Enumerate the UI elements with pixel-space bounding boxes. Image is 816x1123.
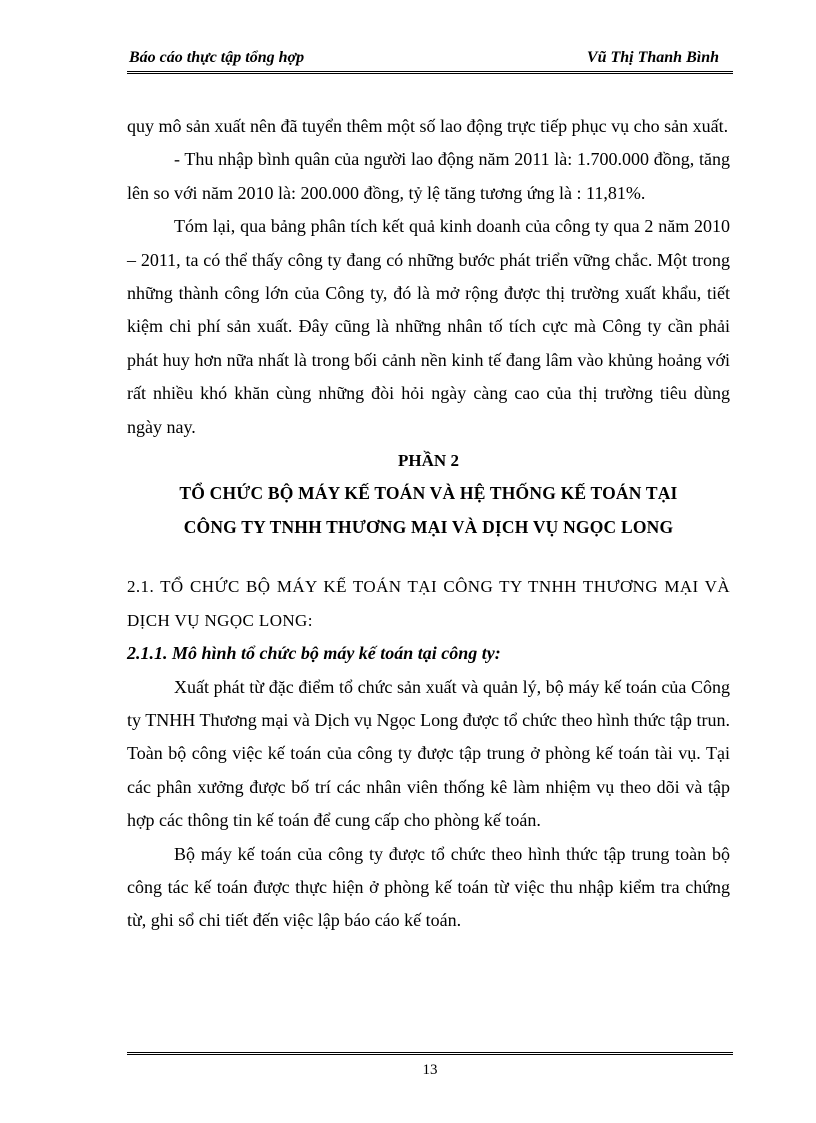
footer-divider <box>127 1052 733 1055</box>
paragraph-continuation: quy mô sản xuất nên đã tuyển thêm một số lao động trực tiếp phục vụ cho sản xuất. <box>127 116 729 136</box>
header-divider <box>127 71 733 74</box>
header-report-title: Báo cáo thực tập tổng hợp <box>129 49 305 66</box>
part-label: PHẦN 2 <box>398 451 459 471</box>
header-author-name: Vũ Thị Thanh Bình <box>586 49 719 66</box>
paragraph-income: - Thu nhập bình quân của người lao động năm 2011 là: 1.700.000 đồng, tăng lên so với năm 2010 là: 200.000 đồng, tỷ lệ tăng tương ứng là : 11,81%. <box>127 149 730 203</box>
part-title-line-1: TỔ CHỨC BỘ MÁY KẾ TOÁN VÀ HỆ THỐNG KẾ TOÁN TẠI <box>179 483 678 504</box>
part-title-line-2: CÔNG TY TNHH THƯƠNG MẠI VÀ DỊCH VỤ NGỌC LONG <box>183 516 674 537</box>
page-number: 13 <box>422 1062 438 1078</box>
paragraph-accounting-model: Xuất phát từ đặc điểm tổ chức sản xuất và quản lý, bộ máy kế toán của Công ty TNHH Thương mại và Dịch vụ Ngọc Long được tổ chức theo hình thức tập trun. Toàn bộ công việc kế toán của công ty được tập trung ở phòng kế toán tài vụ. Tại các phân xưởng được bố trí các nhân viên thống kê làm nhiệm vụ theo dõi và tập hợp các thông tin kế toán để cung cấp cho phòng kế toán. <box>127 676 730 831</box>
paragraph-summary: Tóm lại, qua bảng phân tích kết quả kinh doanh của công ty qua 2 năm 2010 – 2011, ta có thể thấy công ty đang có những bước phát triển vững chắc. Một trong những thành công lớn của Công ty, đó là mở rộng được thị trường xuất khẩu, tiết kiệm chi phí sản xuất. Đây cũng là những nhân tố tích cực mà Công ty cần phải phát huy hơn nữa nhất là trong bối cảnh nền kinh tế đang lâm vào khủng hoảng với rất nhiều khó khăn cùng những đòi hỏi ngày càng cao của thị trường tiêu dùng ngày nay. <box>127 216 730 437</box>
section-heading-2-1: 2.1. TỔ CHỨC BỘ MÁY KẾ TOÁN TẠI CÔNG TY TNHH THƯƠNG MẠI VÀ DỊCH VỤ NGỌC LONG: <box>127 577 730 630</box>
paragraph-accounting-apparatus: Bộ máy kế toán của công ty được tổ chức theo hình thức tập trung toàn bộ công tác kế toán được thực hiện ở phòng kế toán từ việc thu nhập kiểm tra chứng từ, ghi sổ chi tiết đến việc lập báo cáo kế toán. <box>127 843 730 931</box>
subsection-heading-2-1-1: 2.1.1. Mô hình tổ chức bộ máy kế toán tại công ty: <box>127 643 501 664</box>
page-body <box>127 110 730 938</box>
section-spacer <box>127 544 730 570</box>
page-header <box>127 48 733 70</box>
